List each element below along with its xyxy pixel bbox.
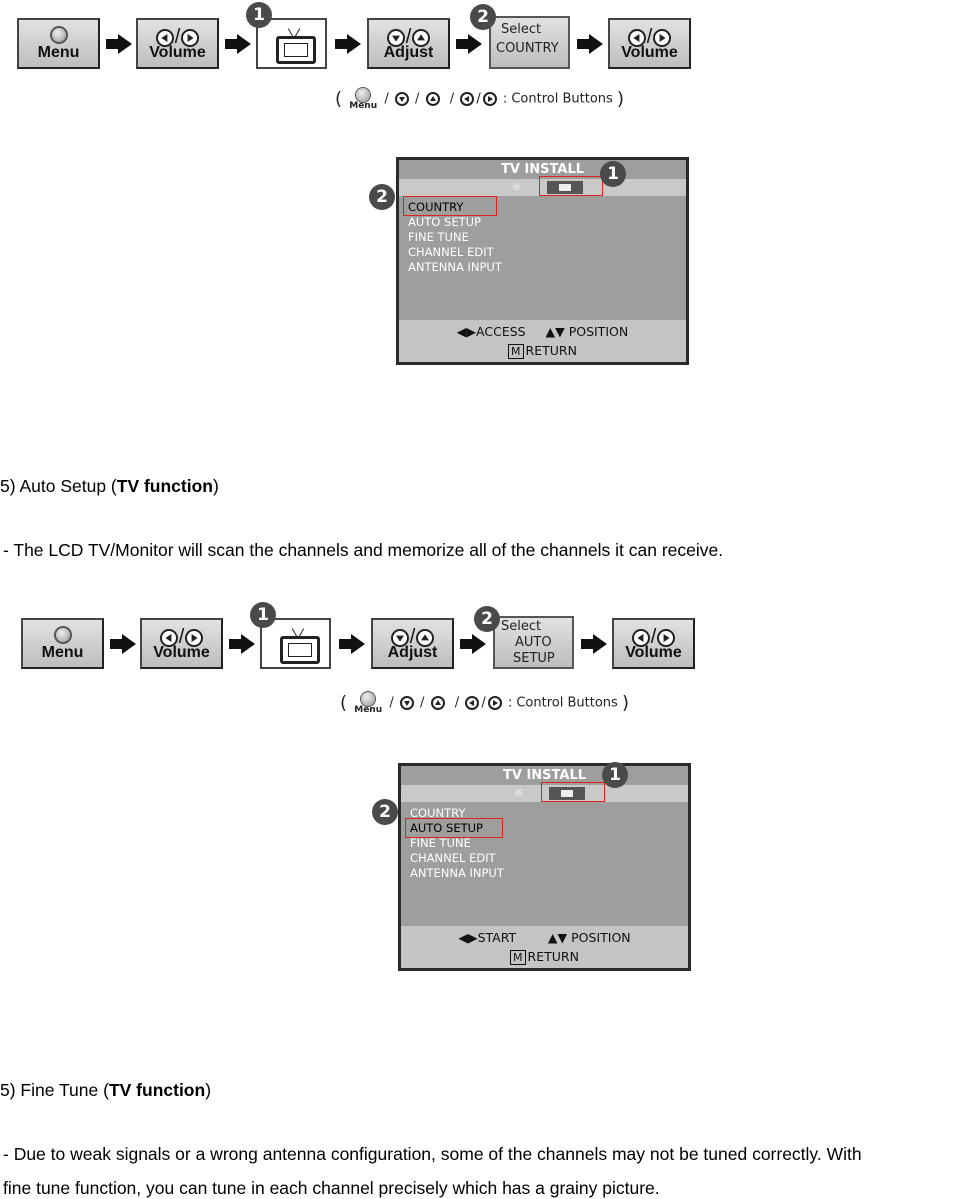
arrow-right-icon: [581, 634, 607, 654]
up-arrow-icon: [426, 92, 440, 106]
right-arrow-icon: [483, 92, 497, 106]
left-arrow-icon: [465, 696, 479, 710]
step-badge: 1: [250, 602, 276, 628]
step-badge: 2: [470, 4, 496, 30]
arrow-right-icon: [339, 634, 365, 654]
menu-button: Menu: [17, 18, 100, 69]
arrow-right-icon: [456, 34, 482, 54]
highlight-auto-setup: [405, 818, 503, 838]
osd-item-antenna-input: ANTENNA INPUT: [408, 260, 502, 274]
volume-button: / Volume: [140, 618, 223, 669]
menu-button: Menu: [21, 618, 104, 669]
adjust-button: / Adjust: [371, 618, 454, 669]
left-right-arrow-icon: ◀▶: [458, 930, 478, 945]
antenna-icon: [288, 28, 300, 36]
country-flow-diagram: [0, 5, 969, 90]
osd-item-country: COUNTRY: [410, 806, 466, 820]
auto-setup-flow-diagram: [0, 605, 969, 694]
step-badge: 2: [369, 184, 395, 210]
step-badge: 2: [474, 606, 500, 632]
highlight-country: [403, 196, 497, 216]
antenna-icon: [292, 628, 304, 636]
menu-circle-icon: [50, 26, 68, 44]
arrow-right-icon: [229, 634, 255, 654]
arrow-right-icon: [335, 34, 361, 54]
osd-item-auto-setup: AUTO SETUP: [408, 215, 481, 229]
arrow-right-icon: [106, 34, 132, 54]
section-auto-setup: [0, 604, 969, 984]
down-arrow-icon: [395, 92, 409, 106]
osd-footer: ◀▶ACCESS ▲▼ POSITION M RETURN: [399, 320, 686, 362]
highlight-tv-icon: [541, 782, 605, 802]
osd-item-auto-setup: AUTO SETUP: [410, 821, 483, 835]
menu-small-icon: Menu: [346, 87, 380, 111]
fine-tune-description-line2: fine tune function, you can tune in each channel precisely which has a grainy picture.: [3, 1178, 660, 1198]
osd-item-antenna-input: ANTENNA INPUT: [410, 866, 504, 880]
sun-icon: ☼: [511, 180, 522, 194]
left-arrow-icon: [460, 92, 474, 106]
right-arrow-icon: [488, 696, 502, 710]
arrow-right-icon: [225, 34, 251, 54]
arrow-right-icon: [110, 634, 136, 654]
osd-item-channel-edit: CHANNEL EDIT: [408, 245, 494, 259]
tv-menu-box: [256, 18, 327, 69]
tv-menu-box: [260, 618, 331, 669]
up-down-arrow-icon: ▲▼: [545, 324, 565, 339]
control-buttons-legend: ( Menu / / / / : Control Buttons ): [340, 692, 629, 715]
osd-item-country: COUNTRY: [408, 200, 464, 214]
adjust-button: / Adjust: [367, 18, 450, 69]
step-badge: 1: [246, 2, 272, 28]
menu-small-icon: Menu: [351, 691, 385, 715]
highlight-tv-icon: [539, 176, 603, 196]
arrow-right-icon: [577, 34, 603, 54]
volume-button: / Volume: [608, 18, 691, 69]
up-down-arrow-icon: ▲▼: [547, 930, 568, 945]
down-arrow-icon: [400, 696, 414, 710]
osd-item-channel-edit: CHANNEL EDIT: [410, 851, 496, 865]
fine-tune-description-line1: - Due to weak signals or a wrong antenna configuration, some of the channels may not be tuned correctly. With: [3, 1144, 862, 1164]
tv-icon: [280, 636, 320, 664]
tv-install-osd: TV INSTALL ☼ COUNTRY AUTO SETUP FINE TUNE CHANNEL EDIT ANTENNA INPUT ◀▶ACCESS ▲▼ POSITION M RETURN: [396, 157, 689, 365]
select-auto-setup-box: Select AUTO SETUP: [493, 616, 574, 669]
left-right-arrow-icon: ◀▶: [456, 324, 477, 339]
volume-button: / Volume: [136, 18, 219, 69]
control-buttons-legend: ( Menu / / / / : Control Buttons ): [335, 88, 624, 111]
section-country: [0, 0, 969, 380]
auto-setup-heading: 5) Auto Setup (TV function): [0, 476, 219, 496]
menu-circle-icon: [54, 626, 72, 644]
auto-setup-description: - The LCD TV/Monitor will scan the channels and memorize all of the channels it can receive.: [3, 540, 724, 560]
select-country-box: Select COUNTRY: [489, 16, 570, 69]
step-badge: 1: [602, 762, 628, 788]
osd-item-fine-tune: FINE TUNE: [410, 836, 471, 850]
arrow-right-icon: [460, 634, 486, 654]
osd-footer: ◀▶START ▲▼ POSITION M RETURN: [401, 926, 688, 968]
sun-icon: ☼: [513, 786, 524, 800]
up-arrow-icon: [431, 696, 445, 710]
osd-item-fine-tune: FINE TUNE: [408, 230, 469, 244]
step-badge: 1: [600, 161, 626, 187]
step-badge: 2: [372, 799, 398, 825]
fine-tune-heading: 5) Fine Tune (TV function): [0, 1080, 212, 1100]
tv-install-osd: TV INSTALL ☼ COUNTRY AUTO SETUP FINE TUNE CHANNEL EDIT ANTENNA INPUT ◀▶START ▲▼ POSITION M RETURN: [398, 763, 691, 971]
tv-icon: [276, 36, 316, 64]
volume-button: / Volume: [612, 618, 695, 669]
